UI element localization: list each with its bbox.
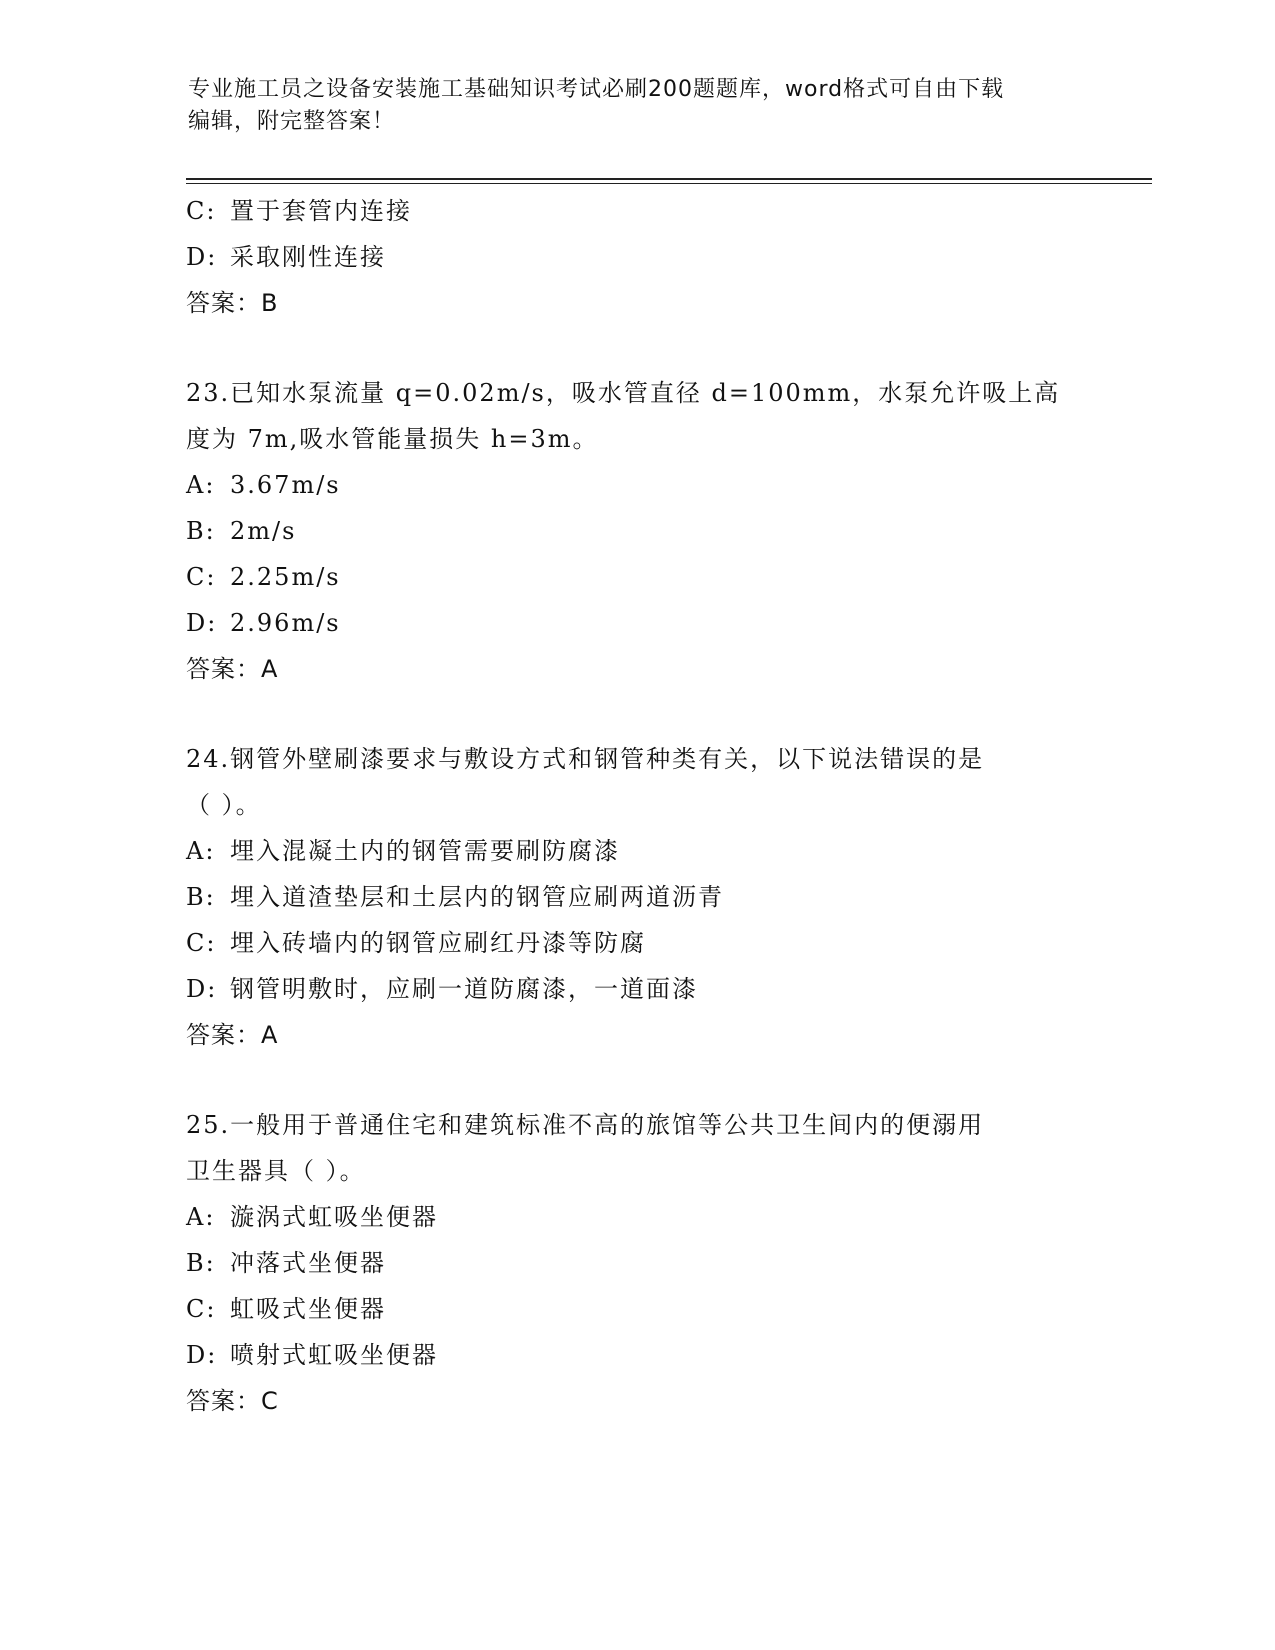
- option-text: 喷射式虹吸坐便器: [230, 1341, 438, 1369]
- option-label: C:: [186, 929, 217, 957]
- question-stem-line: 卫生器具（ ）。: [186, 1157, 366, 1185]
- option-text: 埋入道渣垫层和土层内的钢管应刷两道沥青: [230, 883, 724, 911]
- answer-line: 答案：A: [186, 1021, 279, 1049]
- header-divider-thin: [186, 183, 1152, 184]
- option-text: 2.25m/s: [230, 563, 341, 591]
- option-text: 2m/s: [230, 517, 297, 545]
- option-label: A:: [186, 837, 216, 865]
- option-text: 采取刚性连接: [230, 243, 386, 271]
- option-label: B:: [186, 1249, 216, 1277]
- option-text: 3.67m/s: [230, 471, 341, 499]
- option-text: 埋入砖墙内的钢管应刷红丹漆等防腐: [230, 929, 646, 957]
- answer-line: 答案：C: [186, 1387, 279, 1415]
- option-text: 钢管明敷时，应刷一道防腐漆，一道面漆: [230, 975, 698, 1003]
- option-label: C:: [186, 197, 217, 225]
- option-label: D:: [186, 243, 218, 271]
- option-text: 虹吸式坐便器: [230, 1295, 386, 1323]
- question-24: [186, 736, 1086, 1058]
- option-line: [186, 554, 1086, 600]
- option-label: B:: [186, 517, 216, 545]
- question-stem-line: 23.已知水泵流量 q=0.02m/s，吸水管直径 d=100mm，水泵允许吸上高: [186, 379, 1061, 407]
- header-divider-thick: [186, 178, 1152, 180]
- question-stem-line: （ ）。: [186, 791, 262, 819]
- option-line: [186, 508, 1086, 554]
- header-title-line-1: 专业施工员之设备安装施工基础知识考试必刷200题题库，word格式可自由下载: [188, 77, 1005, 102]
- option-line: [186, 600, 1086, 646]
- option-text: 置于套管内连接: [230, 197, 412, 225]
- option-label: A:: [186, 1203, 216, 1231]
- option-label: A:: [186, 471, 216, 499]
- option-text: 2.96m/s: [230, 609, 341, 637]
- option-line: [186, 1332, 1086, 1378]
- question-23: [186, 370, 1086, 692]
- option-label: D:: [186, 1341, 218, 1369]
- option-line: [186, 828, 1086, 874]
- option-line: [186, 1194, 1086, 1240]
- question-25: [186, 1102, 1086, 1424]
- option-line: [186, 462, 1086, 508]
- answer-line: 答案：A: [186, 655, 279, 683]
- header-title-line-2: 编辑，附完整答案！: [188, 109, 396, 134]
- option-line: [186, 234, 1086, 280]
- option-label: B:: [186, 883, 216, 911]
- question-stem-line: 25.一般用于普通住宅和建筑标准不高的旅馆等公共卫生间内的便溺用: [186, 1111, 985, 1139]
- option-label: C:: [186, 563, 217, 591]
- option-text: 埋入混凝土内的钢管需要刷防腐漆: [230, 837, 620, 865]
- option-text: 漩涡式虹吸坐便器: [230, 1203, 438, 1231]
- option-text: 冲落式坐便器: [230, 1249, 386, 1277]
- option-label: C:: [186, 1295, 217, 1323]
- option-line: [186, 1240, 1086, 1286]
- option-line: [186, 920, 1086, 966]
- option-label: D:: [186, 975, 218, 1003]
- option-line: [186, 188, 1086, 234]
- option-line: [186, 1286, 1086, 1332]
- option-line: [186, 966, 1086, 1012]
- option-line: [186, 874, 1086, 920]
- question-stem-line: 24.钢管外壁刷漆要求与敷设方式和钢管种类有关，以下说法错误的是: [186, 745, 985, 773]
- question-stem-line: 度为 7m,吸水管能量损失 h=3m。: [186, 425, 599, 453]
- answer-line: 答案：B: [186, 289, 279, 317]
- document-header: [188, 74, 1068, 138]
- option-label: D:: [186, 609, 218, 637]
- question-list: [186, 188, 1086, 1424]
